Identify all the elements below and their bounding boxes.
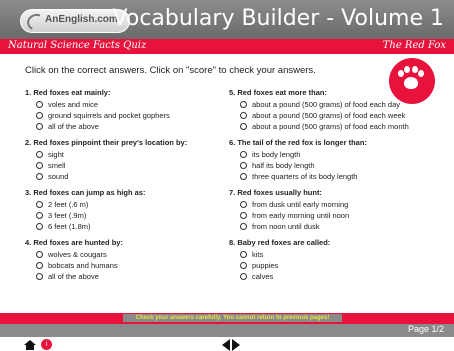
answer-option[interactable] [36,110,205,121]
question-title: 5. Red foxes eat more than: [229,88,327,97]
answer-label: from dusk until early morning [252,200,349,209]
radio-button[interactable] [240,223,247,230]
app-title: Vocabulary Builder - Volume 1 [112,6,444,31]
answer-label: 3 feet (.9m) [48,211,87,220]
question-title: 4. Red foxes are hunted by: [25,238,123,247]
answer-option[interactable] [36,221,205,232]
next-arrow-icon[interactable] [232,339,240,351]
radio-button[interactable] [36,251,43,258]
answer-option[interactable] [240,160,429,171]
answer-label: 6 feet (1.8m) [48,222,91,231]
questions-column-left [25,88,205,288]
answer-label: sight [48,150,64,159]
radio-button[interactable] [36,173,43,180]
info-button[interactable]: i [41,339,52,350]
radio-button[interactable] [36,151,43,158]
radio-button[interactable] [240,262,247,269]
answer-label: voles and mice [48,100,99,109]
radio-button[interactable] [36,223,43,230]
answer-label: all of the above [48,122,99,131]
answer-option[interactable] [240,171,429,182]
answer-label: kits [252,250,264,259]
answer-label: wolves & cougars [48,250,107,259]
radio-button[interactable] [240,151,247,158]
radio-button[interactable] [240,273,247,280]
home-icon[interactable] [24,340,36,350]
radio-button[interactable] [240,112,247,119]
question-block [229,238,429,282]
answer-option[interactable] [36,160,205,171]
answer-option[interactable] [36,149,205,160]
answer-label: about a pound (500 grams) of food each month [252,122,409,131]
question-block [25,238,205,282]
radio-button[interactable] [240,251,247,258]
answer-label: from noon until dusk [252,222,320,231]
radio-button[interactable] [240,201,247,208]
radio-button[interactable] [240,173,247,180]
answer-option[interactable] [36,171,205,182]
answer-option[interactable] [240,99,429,110]
answer-option[interactable] [36,99,205,110]
logo-text: AnEnglish.com [45,14,118,25]
question-title: 6. The tail of the red fox is longer than: [229,138,367,147]
answer-label: from early morning until noon [252,211,350,220]
question-block [229,188,429,232]
answer-label: bobcats and humans [48,261,118,270]
answer-label: calves [252,272,274,281]
radio-button[interactable] [240,212,247,219]
answer-option[interactable] [36,249,205,260]
answer-label: 2 feet (.6 m) [48,200,89,209]
answer-option[interactable] [240,149,429,160]
answer-label: about a pound (500 grams) of food each week [252,111,406,120]
answer-option[interactable] [36,210,205,221]
radio-button[interactable] [240,101,247,108]
topic-title: The Red Fox [382,40,446,51]
warning-message: Check your answers carefully. You cannot return to previous pages! [123,314,342,322]
answer-label: all of the above [48,272,99,281]
answer-option[interactable] [240,110,429,121]
answer-option[interactable] [36,260,205,271]
question-block [25,88,205,132]
radio-button[interactable] [36,112,43,119]
answer-option[interactable] [36,121,205,132]
question-title: 7. Red foxes usually hunt: [229,188,322,197]
answer-label: sound [48,172,69,181]
question-block [25,188,205,232]
quiz-title-bar [0,39,454,54]
instructions-text: Click on the correct answers. Click on "score" to check your answers. [25,65,316,76]
answer-label: three quarters of its body length [252,172,358,181]
answer-option[interactable] [240,221,429,232]
question-block [229,88,429,132]
question-title: 8. Baby red foxes are called: [229,238,331,247]
answer-label: about a pound (500 grams) of food each day [252,100,401,109]
question-block [229,138,429,182]
question-title: 3. Red foxes can jump as high as: [25,188,146,197]
question-title: 1. Red foxes eat mainly: [25,88,111,97]
radio-button[interactable] [36,162,43,169]
answer-option[interactable] [240,260,429,271]
radio-button[interactable] [240,162,247,169]
answer-label: smell [48,161,66,170]
page-number: Page 1/2 [407,324,444,334]
answer-label: puppies [252,261,279,270]
radio-button[interactable] [36,273,43,280]
answer-option[interactable] [240,210,429,221]
answer-option[interactable] [36,199,205,210]
radio-button[interactable] [36,201,43,208]
answer-option[interactable] [240,249,429,260]
questions-column-right [229,88,429,288]
question-block [25,138,205,182]
radio-button[interactable] [36,262,43,269]
answer-option[interactable] [240,271,429,282]
radio-button[interactable] [36,123,43,130]
logo-swoosh-icon [25,11,47,32]
answer-option[interactable] [240,199,429,210]
quiz-title: Natural Science Facts Quiz [8,40,147,51]
radio-button[interactable] [36,101,43,108]
answer-label: ground squirrels and pocket gophers [48,111,170,120]
previous-arrow-icon[interactable] [222,339,230,351]
answer-label: its body length [252,150,301,159]
app-header [0,0,454,39]
question-title: 2. Red foxes pinpoint their prey's location by: [25,138,188,147]
answer-label: half its body length [252,161,315,170]
answer-option[interactable] [240,121,429,132]
footer-gray-bar [0,324,454,337]
answer-option[interactable] [36,271,205,282]
radio-button[interactable] [240,123,247,130]
radio-button[interactable] [36,212,43,219]
